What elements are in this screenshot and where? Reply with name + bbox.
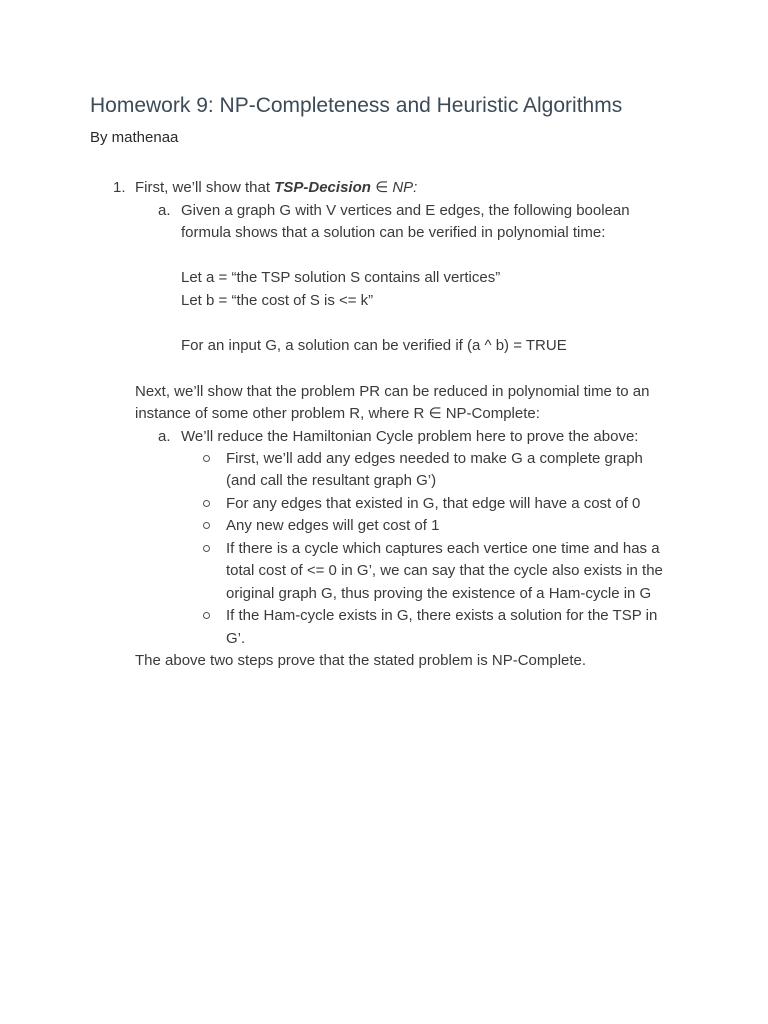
bullet-marker [203, 455, 210, 462]
let-a-definition: Let a = “the TSP solution S contains all vertices” [181, 269, 501, 286]
let-b-definition: Let b = “the cost of S is <= k” [181, 292, 374, 309]
document-title: Homework 9: NP-Completeness and Heuristic Algorithms [90, 94, 623, 117]
intro-text: First, we’ll show that [135, 179, 275, 196]
verification-statement: For an input G, a solution can be verified if (a ^ b) = TRUE [181, 337, 567, 354]
conclusion-statement: The above two steps prove that the stated problem is NP-Complete. [135, 652, 587, 669]
item-a-line-2: formula shows that a solution can be verified in polynomial time: [181, 224, 606, 241]
bullet-marker [203, 500, 210, 507]
reduction-intro-line-2: instance of some other problem R, where R ∈ NP-Complete: [135, 405, 540, 422]
bullet-marker [203, 612, 210, 619]
hamiltonian-reduction-line: We’ll reduce the Hamiltonian Cycle problem here to prove the above: [181, 428, 639, 445]
bullet-4-line-3: original graph G, thus proving the existence of a Ham-cycle in G [226, 585, 652, 602]
bullet-marker [203, 522, 210, 529]
bullet-3-line-1: Any new edges will get cost of 1 [226, 517, 440, 534]
bullet-1-line-1: First, we’ll add any edges needed to make G a complete graph [226, 450, 643, 467]
reduction-intro-line-1: Next, we’ll show that the problem PR can be reduced in polynomial time to an [135, 383, 650, 400]
tsp-decision-emphasis: TSP-Decision [274, 179, 371, 196]
list-letter-a-2: a. [158, 428, 171, 445]
bullet-5-line-2: G’. [226, 630, 246, 647]
list-letter-a: a. [158, 202, 171, 219]
bullet-marker [203, 545, 210, 552]
item-a-line-1: Given a graph G with V vertices and E edges, the following boolean [181, 202, 630, 219]
element-of-symbol: ∈ [370, 179, 393, 196]
item-1-intro [135, 177, 417, 199]
bullet-5-line-1: If the Ham-cycle exists in G, there exists a solution for the TSP in [226, 607, 658, 624]
bullet-1-line-2: (and call the resultant graph G’) [226, 472, 437, 489]
bullet-4-line-1: If there is a cycle which captures each vertice one time and has a [226, 540, 660, 557]
np-label: NP: [392, 179, 418, 196]
bullet-4-line-2: total cost of <= 0 in G’, we can say that the cycle also exists in the [226, 562, 663, 579]
author-byline: By mathenaa [90, 129, 179, 146]
bullet-2-line-1: For any edges that existed in G, that edge will have a cost of 0 [226, 495, 641, 512]
list-number-1: 1. [113, 179, 126, 196]
